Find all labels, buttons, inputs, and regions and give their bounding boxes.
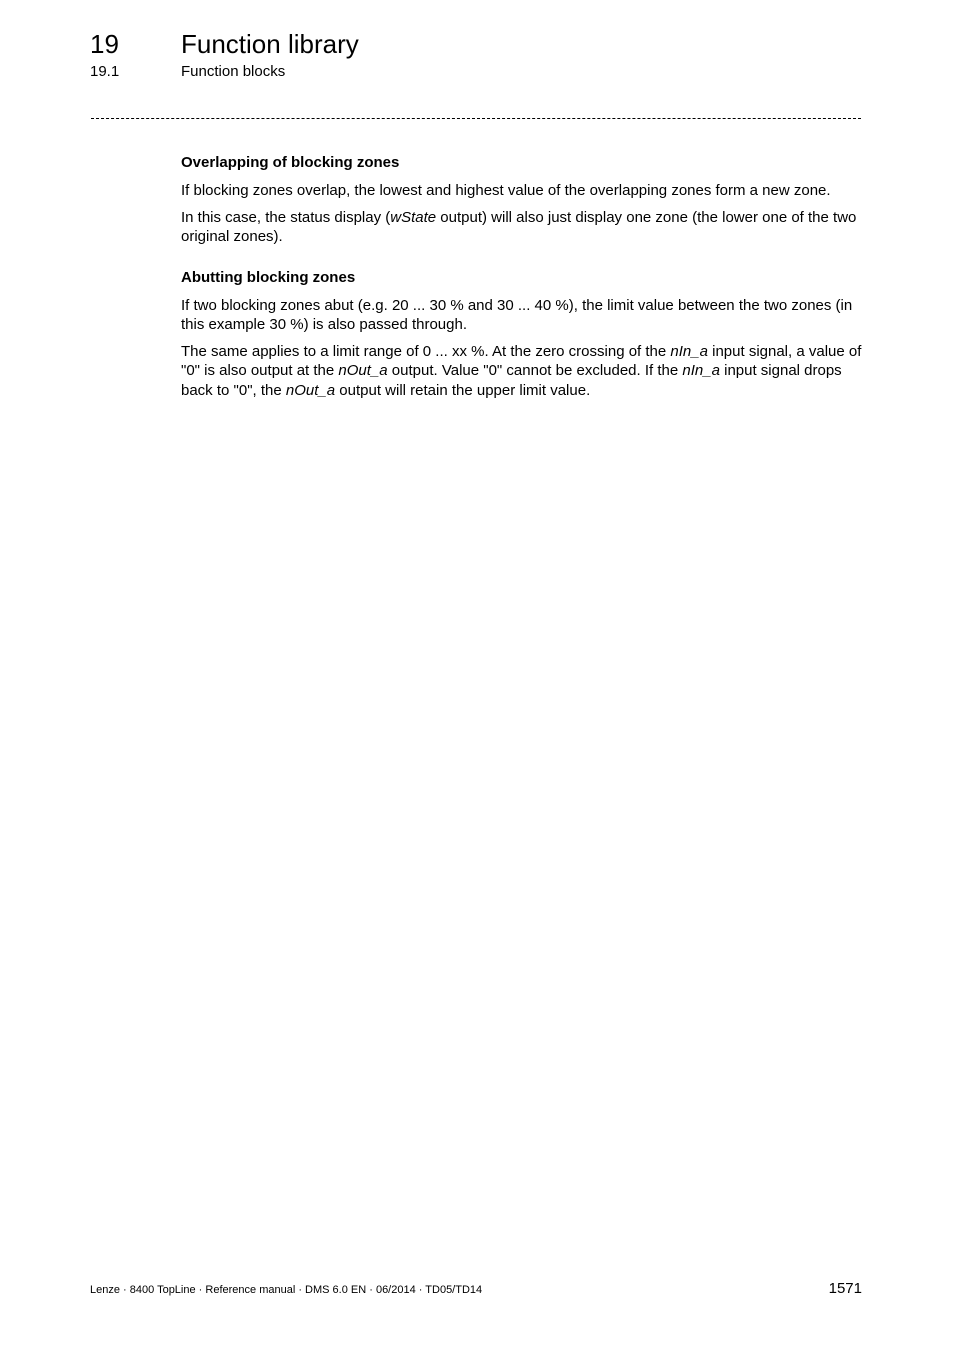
text-run: input signal drops back to "0", the <box>181 362 842 399</box>
abut-paragraph-1: If two blocking zones abut (e.g. 20 ... 30 % and 30 ... 40 %), the limit value between the two zones (in this example 30 %) is also passed through. <box>181 296 853 333</box>
page-number: 1571 <box>828 1280 862 1297</box>
text-run: output. Value "0" cannot be excluded. If the <box>387 362 683 379</box>
footer-doc-info: Lenze · 8400 TopLine · Reference manual · DMS 6.0 EN · 06/2014 · TD05/TD14 <box>90 1284 483 1296</box>
abut-heading: Abutting blocking zones <box>181 268 356 286</box>
page-content <box>181 153 865 407</box>
variable-nin-a: nIn_a <box>670 342 708 360</box>
abut-paragraph-2 <box>181 342 865 401</box>
variable-nout-a: nOut_a <box>285 381 336 399</box>
text-run: In this case, the status display ( <box>181 208 391 226</box>
text-run: The same applies to a limit range of 0 ... xx %. At the zero crossing of the <box>181 342 671 360</box>
overlap-paragraph-1: If blocking zones overlap, the lowest and highest value of the overlapping zones form a new zone. <box>181 182 831 199</box>
header-divider <box>91 118 861 119</box>
text-run: output) will also just display one zone (the lower one of the two original zones). <box>181 208 857 245</box>
variable-nin-a: nIn_a <box>682 362 720 379</box>
section-number: 19.1 <box>90 63 120 80</box>
chapter-number: 19 <box>90 29 119 59</box>
variable-nout-a: nOut_a <box>338 362 388 379</box>
variable-wstate: wState <box>390 208 437 226</box>
chapter-title: Function library <box>181 29 359 59</box>
section-title: Function blocks <box>181 63 286 80</box>
overlap-heading: Overlapping of blocking zones <box>181 154 400 171</box>
overlap-paragraph-2 <box>181 208 865 247</box>
text-run: output will retain the upper limit value. <box>335 381 591 399</box>
text-run: input signal, a value of "0" is also output at the <box>181 342 862 379</box>
